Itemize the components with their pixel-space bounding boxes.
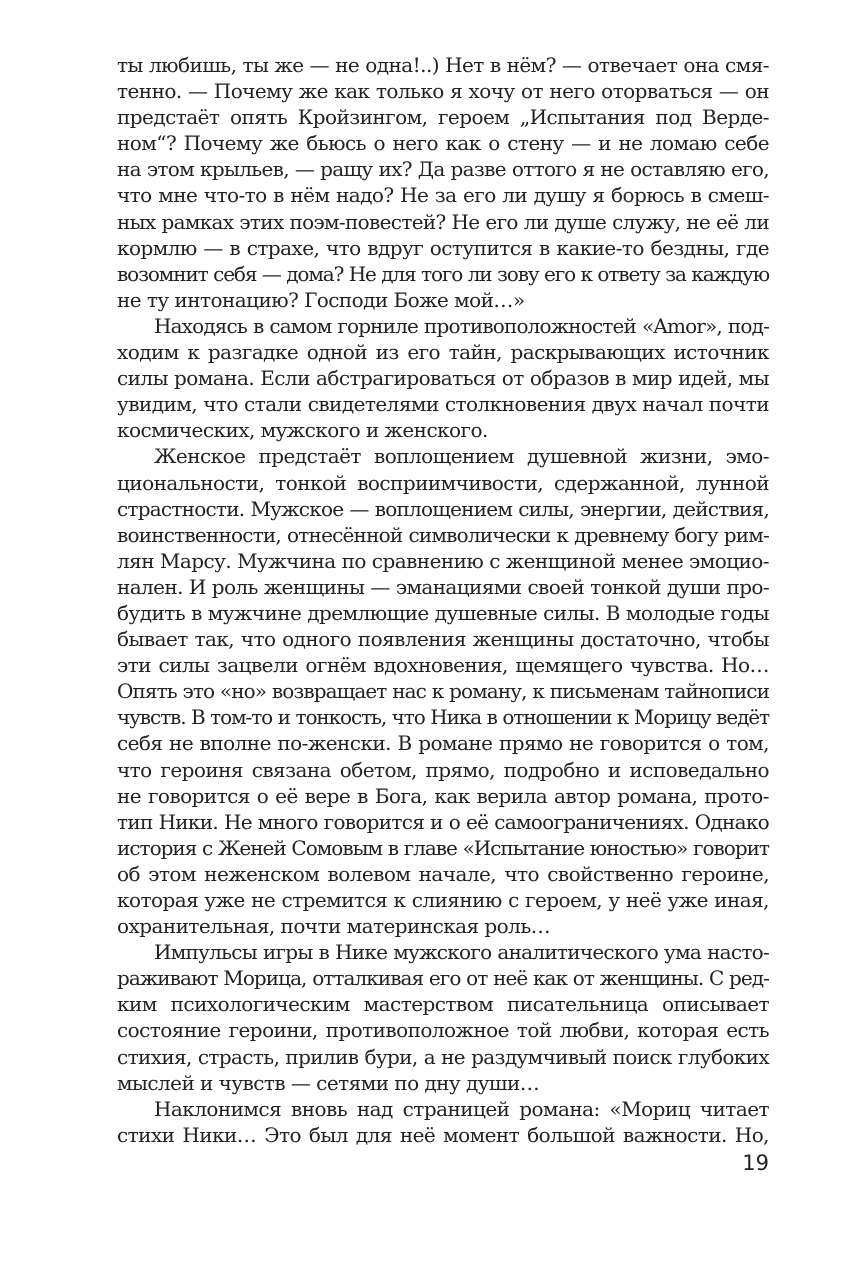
text-line: тип Ники. Не много говорится и о её самоограничениях. Однако	[117, 809, 769, 834]
text-line: на этом крыльев, — ращу их? Да разве оттого я не оставляю его,	[117, 157, 769, 182]
text-line: стихи Ники… Это был для неё момент большой важности. Но,	[117, 1122, 769, 1147]
body-text	[117, 52, 769, 1148]
text-line: не ту интонацию? Господи Боже мой…»	[117, 287, 525, 312]
text-line: себя не вполне по-женски. В романе прямо не говорится о том,	[117, 731, 769, 756]
text-line: лян Марсу. Мужчина по сравнению с женщиной менее эмоцио-	[117, 548, 769, 573]
text-line: об этом неженском волевом начале, что свойственно героине,	[117, 861, 769, 886]
text-line: циональности, тонкой восприимчивости, сдержанной, лунной	[117, 470, 769, 495]
text-line: ты любишь, ты же — не одна!..) Нет в нём? — отвечает она смя-	[117, 53, 769, 77]
text-line: космических, мужского и женского.	[117, 418, 488, 443]
text-line: бывает так, что одного появления женщины достаточно, чтобы	[117, 627, 769, 652]
text-line: будить в мужчине дремлющие душевные силы. В молодые годы	[117, 600, 769, 625]
text-line: Опять это «но» возвращает нас к роману, к письменам тайнописи	[117, 679, 769, 704]
text-line: ных рамках этих поэм-повестей? Не его ли душе служу, не её ли	[117, 209, 769, 234]
text-line: Находясь в самом горниле противоположностей «Amor», под-	[154, 313, 769, 338]
text-line: состояние героини, противоположное той любви, которая есть	[117, 1018, 769, 1043]
text-line: эти силы зацвели огнём вдохновения, щемящего чувства. Но…	[117, 653, 769, 678]
text-line: ходим к разгадке одной из его тайн, раскрывающих источник	[117, 340, 769, 365]
text-line: что героиня связана обетом, прямо, подробно и исповедально	[117, 757, 769, 782]
text-line: стихия, страсть, прилив бури, а не раздумчивый поиск глубоких	[117, 1044, 769, 1069]
text-line: Импульсы игры в Нике мужского аналитического ума насто-	[154, 940, 769, 965]
text-line: охранительная, почти материнская роль…	[117, 914, 551, 939]
text-line: ном“? Почему же бьюсь о него как о стену — и не ломаю себе	[117, 131, 769, 156]
text-line: страстности. Мужское — воплощением силы, энергии, действия,	[117, 496, 769, 521]
text-line: мыслей и чувств — сетями по дну души…	[117, 1070, 540, 1095]
text-line: что мне что-то в нём надо? Не за его ли душу я борюсь в смеш-	[117, 183, 769, 208]
text-line: Женское предстаёт воплощением душевной жизни, эмо-	[154, 444, 769, 469]
text-line: которая уже не стремится к слиянию с героем, у неё уже иная,	[117, 888, 769, 912]
text-line: воинственности, отнесённой символически к древнему богу рим-	[117, 522, 769, 547]
text-line: силы романа. Если абстрагироваться от образов в мир идей, мы	[117, 366, 769, 391]
text-line: раживают Морица, отталкивая его от неё как от женщины. С ред-	[117, 966, 769, 991]
text-line: тенно. — Почему же как только я хочу от него оторваться — он	[117, 79, 769, 104]
text-line: история с Женей Сомовым в главе «Испытание юностью» говорит	[117, 835, 769, 860]
text-line: Наклонимся вновь над страницей романа: «Мориц читает	[154, 1096, 769, 1121]
page-number: 19	[742, 1151, 769, 1175]
text-line: кормлю — в страхе, что вдруг оступится в какие-то бездны, где	[117, 235, 769, 260]
text-line: увидим, что стали свидетелями столкновения двух начал почти	[117, 392, 769, 417]
text-line: нален. И роль женщины — эманациями своей тонкой души про-	[117, 574, 769, 599]
text-line: предстаёт опять Кройзингом, героем „Испытания под Верде-	[117, 105, 769, 130]
text-line: возомнит себя — дома? Не для того ли зову его к ответу за каждую	[117, 261, 769, 286]
text-line: ким психологическим мастерством писательница описывает	[117, 992, 769, 1017]
text-line: не говорится о её вере в Бога, как верила автор романа, прото-	[117, 783, 769, 808]
text-line: чувств. В том-то и тонкость, что Ника в отношении к Морицу ведёт	[117, 705, 769, 730]
